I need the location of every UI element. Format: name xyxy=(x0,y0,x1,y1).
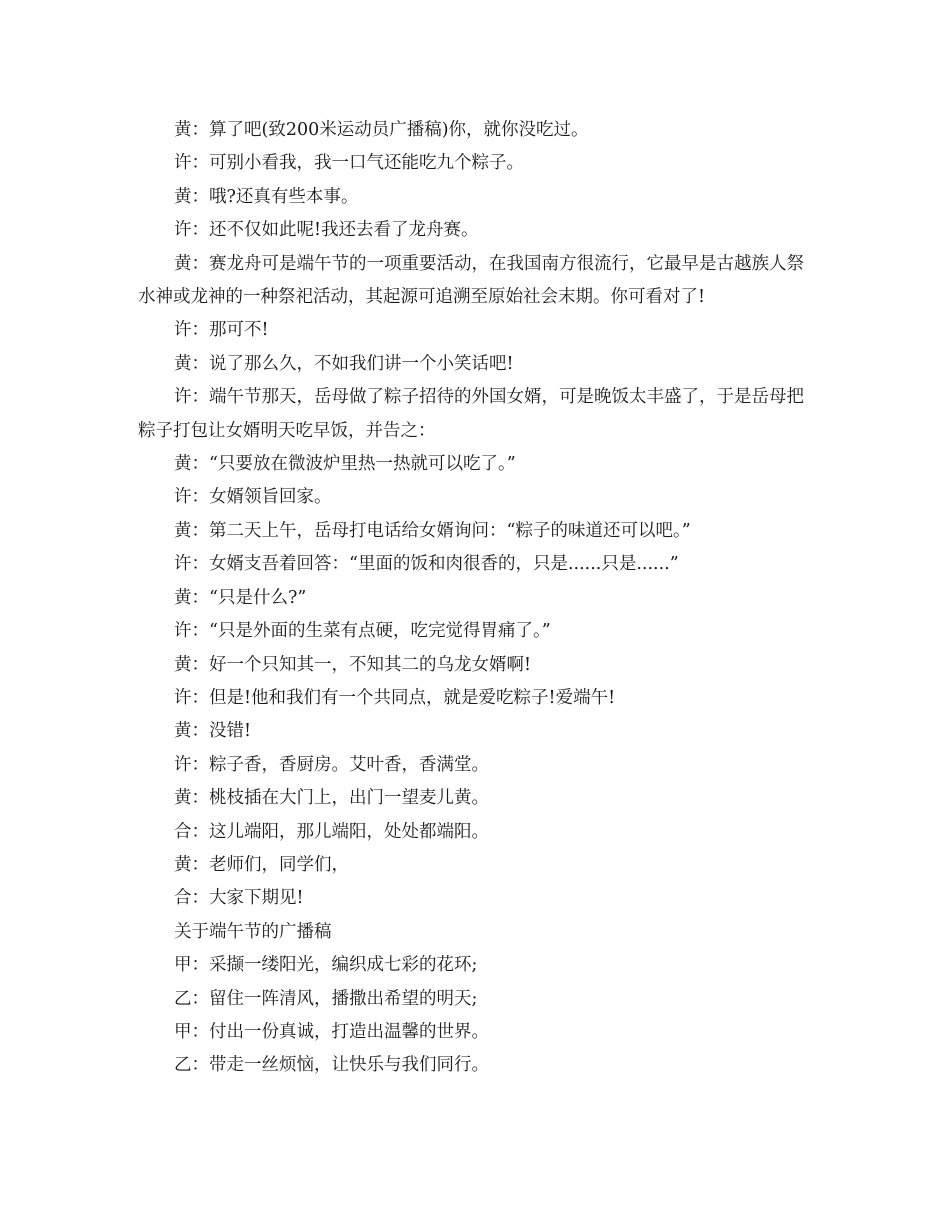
dialogue-line: 乙：带走一丝烦恼，让快乐与我们同行。 xyxy=(174,1055,489,1076)
dialogue-line: 合：大家下期见! xyxy=(174,888,304,909)
dialogue-line: 许：粽子香，香厨房。艾叶香，香满堂。 xyxy=(174,754,489,775)
dialogue-line: 许：女婿领旨回家。 xyxy=(174,487,332,508)
section-heading: 关于端午节的广播稿 xyxy=(174,921,332,942)
dialogue-line: 许：还不仅如此呢!我还去看了龙舟赛。 xyxy=(174,220,479,241)
dialogue-line: 许：女婿支吾着回答：“里面的饭和肉很香的，只是......只是......” xyxy=(174,554,679,575)
dialogue-line: 许：但是!他和我们有一个共同点，就是爱吃粽子!爱端午! xyxy=(174,687,616,708)
document-body xyxy=(138,114,818,1083)
dialogue-line: 黄：第二天上午，岳母打电话给女婿询问：“粽子的味道还可以吧。” xyxy=(174,520,691,541)
dialogue-line: 黄：桃枝插在大门上，出门一望麦儿黄。 xyxy=(174,788,489,809)
dialogue-line: 黄：没错! xyxy=(174,721,252,742)
dialogue-line: 许：可别小看我，我一口气还能吃九个粽子。 xyxy=(174,153,524,174)
dialogue-line: 甲：付出一份真诚，打造出温馨的世界。 xyxy=(174,1021,489,1042)
dialogue-line: 黄：“只要放在微波炉里热一热就可以吃了。” xyxy=(174,454,516,475)
dialogue-line: 黄：老师们，同学们， xyxy=(174,854,349,875)
dialogue-line: 黄：好一个只知其一，不知其二的乌龙女婿啊! xyxy=(174,654,532,675)
dialogue-line: 许：那可不! xyxy=(174,320,269,341)
dialogue-line: 甲：采撷一缕阳光，编织成七彩的花环; xyxy=(174,955,478,976)
dialogue-line: 黄：算了吧(致200米运动员广播稿)你，就你没吃过。 xyxy=(174,120,589,140)
dialogue-line: 合：这儿端阳，那儿端阳，处处都端阳。 xyxy=(174,821,489,842)
dialogue-line: 许：端午节那天，岳母做了粽子招待的外国女婿，可是晚饭太丰盛了，于是岳母把粽子打包让女婿明天吃早饭，并告之： xyxy=(138,387,804,441)
dialogue-line: 许：“只是外面的生菜有点硬，吃完觉得胃痛了。” xyxy=(174,621,551,642)
dialogue-line: 黄：说了那么久，不如我们讲一个小笑话吧! xyxy=(174,353,514,374)
dialogue-line: 乙：留住一阵清风，播撒出希望的明天; xyxy=(174,988,478,1009)
dialogue-line: 黄：哦?还真有些本事。 xyxy=(174,186,359,207)
dialogue-line: 黄：“只是什么?” xyxy=(174,587,307,608)
dialogue-line: 黄：赛龙舟可是端午节的一项重要活动，在我国南方很流行，它最早是古越族人祭水神或龙神的一种祭祀活动，其起源可追溯至原始社会末期。你可看对了! xyxy=(138,253,804,308)
